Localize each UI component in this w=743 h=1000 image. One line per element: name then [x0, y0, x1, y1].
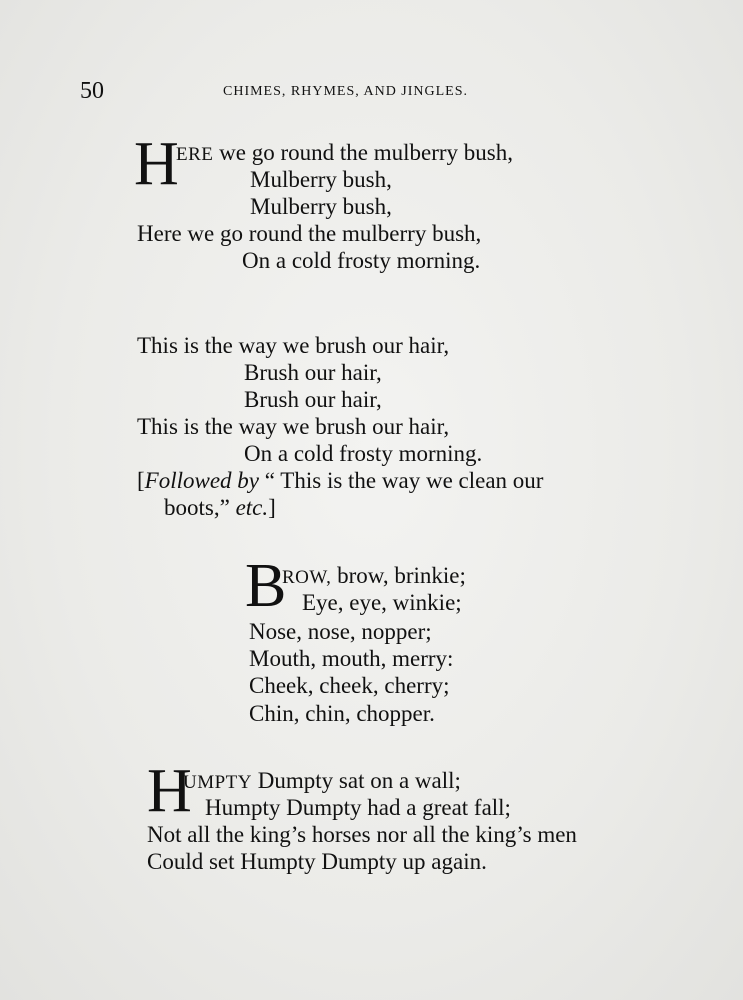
small-caps-word: ROW,: [282, 567, 332, 588]
page-header: [80, 78, 570, 108]
bracket-open: [: [137, 468, 145, 493]
poem-line: [176, 140, 513, 168]
editorial-note: [137, 468, 543, 494]
poem-line: Not all the king’s horses nor all the king’s men: [147, 822, 577, 847]
poem-line: This is the way we brush our hair,: [137, 333, 450, 358]
poem-line: Humpty Dumpty had a great fall;: [205, 795, 511, 820]
poem-line: On a cold frosty morning.: [242, 248, 481, 273]
drop-cap: H: [147, 757, 192, 825]
line-text: brow, brinkie;: [337, 563, 466, 588]
note-italic: Followed by: [144, 468, 260, 493]
poem-line: [183, 768, 461, 796]
poem-line: This is the way we brush our hair,: [137, 414, 450, 439]
poem-line: Chin, chin, chopper.: [249, 701, 435, 726]
note-italic: etc.: [235, 495, 269, 520]
line-text: we go round the mulberry bush,: [219, 140, 513, 165]
running-head: CHIMES, RHYMES, AND JINGLES.: [223, 84, 469, 99]
poem-line: Cheek, cheek, cherry;: [249, 673, 450, 698]
poem-line: [282, 563, 466, 591]
drop-cap: B: [245, 552, 287, 620]
editorial-note-continued: [164, 495, 276, 521]
poem-line: Nose, nose, nopper;: [249, 619, 432, 644]
poem-line: Mulberry bush,: [250, 194, 392, 219]
small-caps-word: ERE: [176, 144, 214, 165]
drop-cap: H: [134, 130, 179, 198]
poem-line: Eye, eye, winkie;: [302, 590, 462, 615]
page-number: 50: [80, 78, 104, 104]
poem-line: Could set Humpty Dumpty up again.: [147, 849, 487, 874]
poem-line: Mulberry bush,: [250, 167, 392, 192]
poem-line: Mouth, mouth, merry:: [249, 646, 454, 671]
small-caps-word: UMPTY: [183, 772, 253, 793]
line-text: Dumpty sat on a wall;: [257, 768, 461, 793]
poem-line: Brush our hair,: [244, 360, 382, 385]
poem-line: On a cold frosty morning.: [244, 441, 483, 466]
poem-line: Brush our hair,: [244, 387, 382, 412]
note-text: “ This is the way we clean our: [264, 468, 544, 493]
bracket-close: ]: [268, 495, 276, 520]
note-text: boots,”: [164, 495, 230, 520]
poem-line: Here we go round the mulberry bush,: [137, 221, 482, 246]
